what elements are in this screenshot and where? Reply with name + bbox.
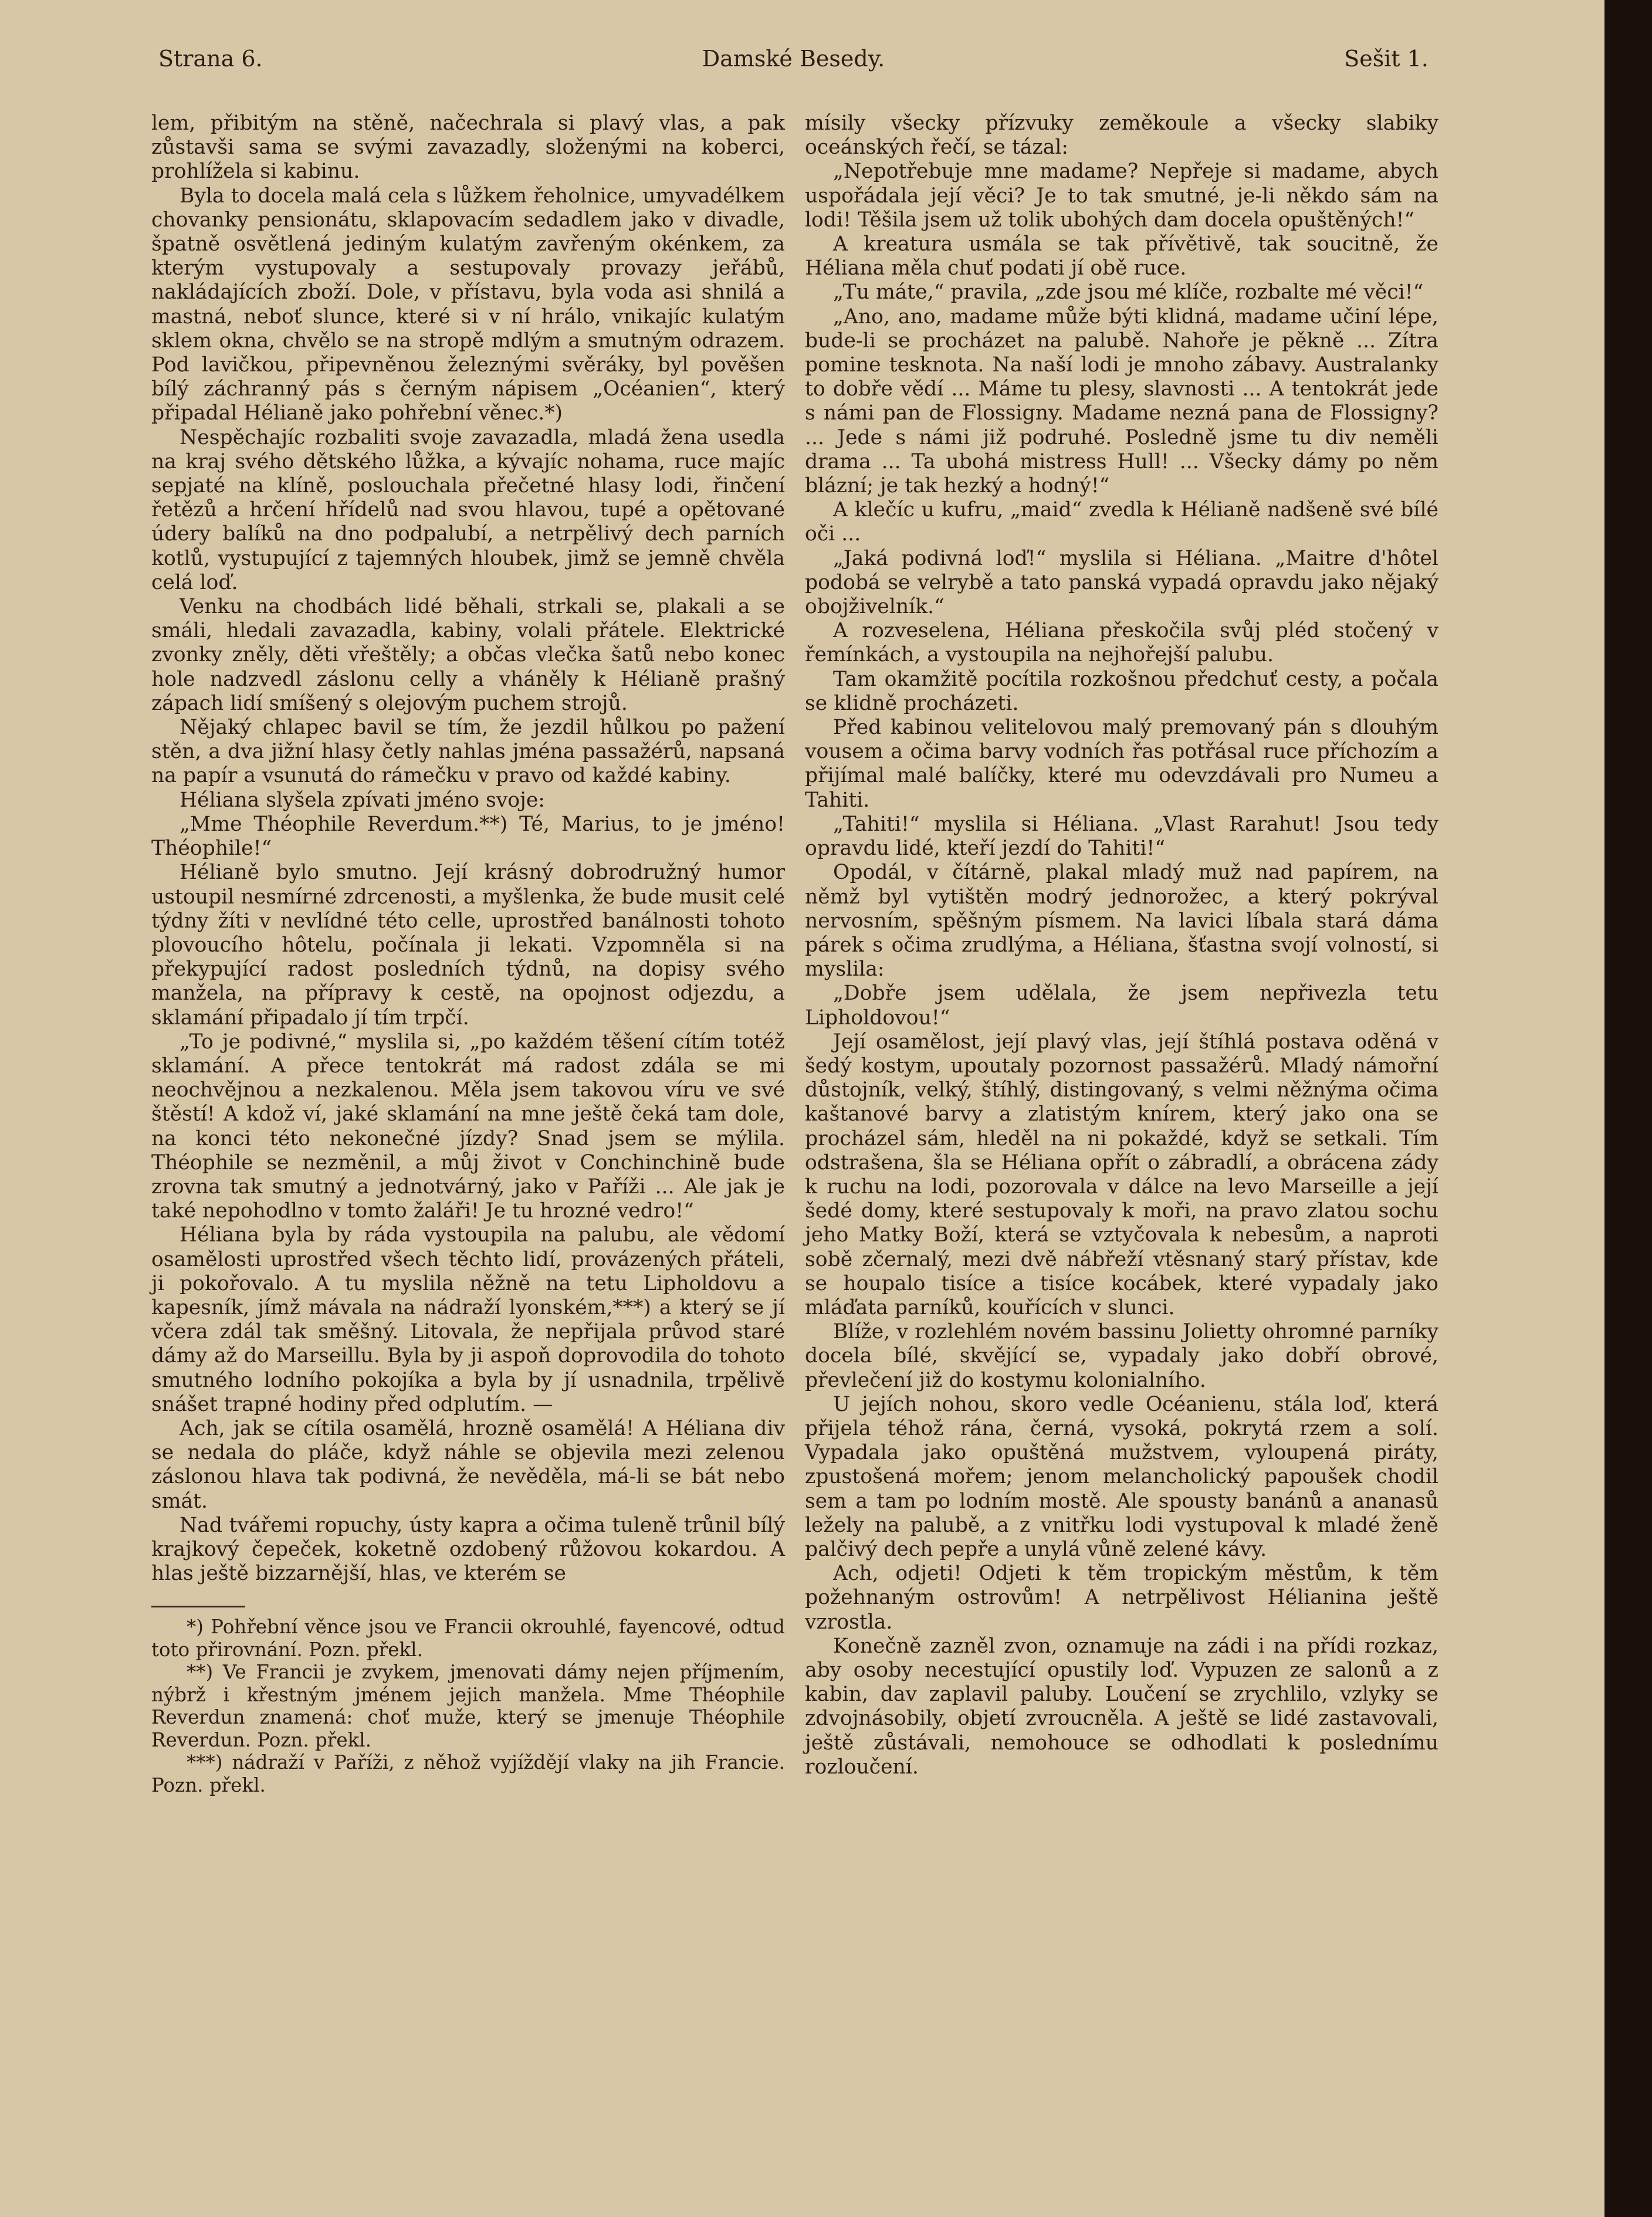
paragraph: lem, přibitým na stěně, načechrala si plavý vlas, a pak zůstavši sama se svými zavazadly, složenými na koberci, prohlížela si kabinu. bbox=[151, 111, 785, 184]
paragraph: Nespěchajíc rozbaliti svoje zavazadla, mladá žena usedla na kraj svého dětského lůžka, a kývajíc nohama, ruce majíc sepjaté na klíně, poslouchala přečetné hlasy lodi, řinčení řetězů a hrčení hřídelů nad svou hlavou, tupé a opětované údery balíků na dno podpalubí, a netrpělivý dech parních kotlů, vystupující z tajemných hloubek, jimž se jemně chvěla celá loď. bbox=[151, 425, 785, 594]
paragraph: Nad tvářemi ropuchy, ústy kapra a očima tuleně trůnil bílý krajkový čepeček, koketně ozdobený růžovou kokardou. A hlas ještě bizzarnější, hlas, ve kterém se bbox=[151, 1513, 785, 1586]
paragraph: „Nepotřebuje mne madame? Nepřeje si madame, abych uspořádala její věci? Je to tak smutné, je-li někdo sám na lodi! Těšila jsem už tolik ubohých dam docela opuštěných!“ bbox=[805, 160, 1438, 232]
paragraph: „To je podivné,“ myslila si, „po každém těšení cítím totéž sklamání. A přece tentokrát má radost zdála se mi neochvějnou a nezkalenou. Měla jsem takovou víru ve své štěstí! A kdož ví, jaké sklamání na mne ještě čeká tam dole, na konci této nekonečné jízdy? Snad jsem se mýlila. Théophile se nezměnil, a můj život v Conchinchině bude zrovna tak smutný a jednotvárný, jako v Paříži ... Ale jak je také nepohodlno v tomto žaláři! Je tu hrozné vedro!“ bbox=[151, 1030, 785, 1223]
paragraph: Ach, odjeti! Odjeti k těm tropickým městům, k těm požehnaným ostrovům! A netrpělivost Hélianina ještě vzrostla. bbox=[805, 1562, 1438, 1634]
page-header bbox=[158, 46, 1428, 81]
paragraph: Její osamělost, její plavý vlas, její štíhlá postava oděná v šedý kostym, upoutaly pozornost passažérů. Mladý námořní důstojník, velký, štíhlý, distingovaný, s velmi něžnýma očima kaštanové barvy a zlatistým knírem, který jako ona se procházel sám, hleděl na ni pokaždé, když se setkali. Tím odstrašena, šla se Héliana opřít o zábradlí, a obrácena zády k ruchu na lodi, pozorovala v dálce na levo Marseille a její šedé domy, které sestupovaly k moři, na pravo zlatou sochu jeho Matky Boží, která se vztyčovala k nebesům, a naproti sobě zčernalý, mezi dvě nábřeží vtěsnaný starý přístav, kde se houpalo tisíce a tisíce kocábek, které vypadaly jako mláďata parníků, kouřících v slunci. bbox=[805, 1030, 1438, 1319]
paragraph: „Jaká podivná loď!“ myslila si Héliana. „Maitre d'hôtel podobá se velrybě a tato panská vypadá opravdu jako nějaký obojživelník.“ bbox=[805, 546, 1438, 619]
paragraph: „Tahiti!“ myslila si Héliana. „Vlast Rarahut! Jsou tedy opravdu lidé, kteří jezdí do Tahiti!“ bbox=[805, 812, 1438, 861]
paragraph: „Mme Théophile Reverdum.**) Té, Marius, to je jméno! Théophile!“ bbox=[151, 812, 785, 861]
paragraph: „Ano, ano, madame může býti klidná, madame učiní lépe, bude-li se procházet na palubě. Nahoře je pěkně ... Zítra pomine tesknota. Na naší lodi je mnoho zábavy. Australanky to dobře vědí ... Máme tu plesy, slavnosti ... A tentokrát jede s námi pan de Flossigny. Madame nezná pana de Flossigny? ... Jede s námi již podruhé. Posledně jsme tu div neměli drama ... Ta ubohá mistress Hull! ... Všecky dámy po něm blázní; je tak hezký a hodný!“ bbox=[805, 304, 1438, 498]
issue-number: Sešit 1. bbox=[1344, 46, 1428, 72]
paragraph: Tam okamžitě pocítila rozkošnou předchuť cesty, a počala se klidně procházeti. bbox=[805, 667, 1438, 715]
paragraph: Héliana slyšela zpívati jméno svoje: bbox=[180, 788, 545, 812]
footnote: ***) nádraží v Paříži, z něhož vyjíždějí vlaky na jih Francie. Pozn. překl. bbox=[151, 1751, 785, 1796]
paragraph: Opodál, v čítárně, plakal mladý muž nad papírem, na němž byl vytištěn modrý jednorožec, a který pokrýval nervosním, spěšným písmem. Na lavici líbala stará dáma párek s očima zrudlýma, a Héliana, šťastna svojí volností, si myslila: bbox=[805, 861, 1438, 981]
paragraph: Héliana byla by ráda vystoupila na palubu, ale vědomí osamělosti uprostřed všech těchto lidí, provázených přáteli, ji pokořovalo. A tu myslila něžně na tetu Lipholdovu a kapesník, jímž mávala na nádraží lyonském,***) a který se jí včera zdál tak směšný. Litovala, že nepřijala průvod staré dámy až do Marseillu. Byla by ji aspoň doprovodila do tohoto smutného lodního pokojíka a byla by jí usnadnila, trpělivě snášet trapné hodiny před odplutím. — bbox=[151, 1223, 785, 1416]
paragraph: Blíže, v rozlehlém novém bassinu Jolietty ohromné parníky docela bílé, skvějící se, vypadaly jako dobří obrové, převlečení již do kostymu kolonialního. bbox=[805, 1320, 1438, 1392]
paragraph: „Tu máte,“ pravila, „zde jsou mé klíče, rozbalte mé věci!“ bbox=[833, 280, 1424, 304]
footnote: **) Ve Francii je zvykem, jmenovati dámy nejen příjmením, nýbrž i křestným jménem jejich manžela. Mme Théophile Reverdun znamená: choť muže, který se jmenuje Théophile Reverdun. Pozn. překl. bbox=[151, 1661, 785, 1751]
paragraph: Konečně zazněl zvon, oznamuje na zádi i na přídi rozkaz, aby osoby necestující opustily loď. Vypuzen ze salonů a z kabin, dav zaplavil paluby. Loučení se zrychlilo, vzlyky se zdvojnásobily, objetí zvroucněla. A ještě se lidé zastavovali, ještě zůstávali, nemohouce se odhodlati k poslednímu rozloučení. bbox=[805, 1634, 1438, 1779]
footnote: *) Pohřební věnce jsou ve Francii okrouhlé, fayencové, odtud toto přirovnání. Pozn. překl. bbox=[151, 1616, 785, 1661]
paragraph: A rozveselena, Héliana přeskočila svůj pléd stočený v řemínkách, a vystoupila na nejhořejší palubu. bbox=[805, 619, 1438, 667]
paragraph: Hélianě bylo smutno. Její krásný dobrodružný humor ustoupil nesmírné zdrcenosti, a myšlenka, že bude musit celé týdny žíti v nevlídné této celle, uprostřed banálnosti tohoto plovoucího hôtelu, počínala ji lekati. Vzpomněla si na překypující radost posledních týdnů, na dopisy svého manžela, na přípravy k cestě, na opojnost odjezdu, a sklamání připadalo jí tím trpčí. bbox=[151, 861, 785, 1030]
paragraph: Byla to docela malá cela s lůžkem řeholnice, umyvadélkem chovanky pensionátu, sklapovacím sedadlem jako v divadle, špatně osvětlená jediným kulatým zavřeným okénkem, za kterým vystupovaly a sestupovaly provazy jeřábů, nakládajících zboží. Dole, v přístavu, byla voda asi shnilá a mastná, neboť slunce, které si v ní hrálo, vnikajíc kulatým sklem okna, chvělo se na stropě mdlým a smutným odrazem. Pod lavičkou, připevněnou železnými svěráky, byl pověšen bílý záchranný pás s černým nápisem „Océanien“, který připadal Hélianě jako pohřební věnec.*) bbox=[151, 184, 785, 425]
magazine-title: Damské Besedy. bbox=[702, 46, 885, 72]
paragraph: A kreatura usmála se tak přívětivě, tak soucitně, že Héliana měla chuť podati jí obě ruce. bbox=[805, 232, 1438, 280]
paragraph: Ach, jak se cítila osamělá, hrozně osamělá! A Héliana div se nedala do pláče, když náhle se objevila mezi zelenou záslonou hlava tak podivná, že nevěděla, má-li se bát nebo smát. bbox=[151, 1416, 785, 1513]
paragraph: „Dobře jsem udělala, že jsem nepřivezla tetu Lipholdovou!“ bbox=[805, 981, 1438, 1030]
paragraph: mísily všecky přízvuky zeměkoule a všecky slabiky oceánských řečí, se tázal: bbox=[805, 111, 1438, 160]
left-column bbox=[151, 111, 785, 1796]
right-column bbox=[805, 111, 1438, 1779]
footnote-divider bbox=[151, 1606, 245, 1607]
page-number: Strana 6. bbox=[158, 46, 263, 72]
paragraph: U jejích nohou, skoro vedle Océanienu, stála loď, která přijela téhož rána, černá, vysoká, pokrytá rzem a solí. Vypadala jako opuštěná mužstvem, vyloupená piráty, zpustošená mořem; jenom melancholický papoušek chodil sem a tam po lodním mostě. Ale spousty banánů a ananasů ležely na palubě, a z vnitřku lodi vystupoval k mladé ženě palčivý dech pepře a unylá vůně zelené kávy. bbox=[805, 1392, 1438, 1561]
paragraph: Venku na chodbách lidé běhali, strkali se, plakali a se smáli, hledali zavazadla, kabiny, volali přátele. Elektrické zvonky zněly, děti vřeštěly; a občas vlečka šatů nebo konec hole nadzvedl záslonu celly a vháněly k Hélianě prašný zápach lidí smíšený s olejovým puchem strojů. bbox=[151, 595, 785, 715]
paragraph: A klečíc u kufru, „maid“ zvedla k Hélianě nadšeně své bílé oči ... bbox=[805, 498, 1438, 546]
paragraph: Před kabinou velitelovou malý premovaný pán s dlouhým vousem a očima barvy vodních řas potřásal ruce příchozím a přijímal malé balíčky, které mu odevzdávali pro Numeu a Tahiti. bbox=[805, 716, 1438, 812]
footnotes bbox=[151, 1616, 785, 1796]
page-edge-shadow bbox=[1604, 0, 1652, 2217]
paragraph: Nějaký chlapec bavil se tím, že jezdil hůlkou po pažení stěn, a dva jižní hlasy četly nahlas jména passažérů, napsaná na papír a vsunutá do rámečku v pravo od každé kabiny. bbox=[151, 716, 785, 788]
